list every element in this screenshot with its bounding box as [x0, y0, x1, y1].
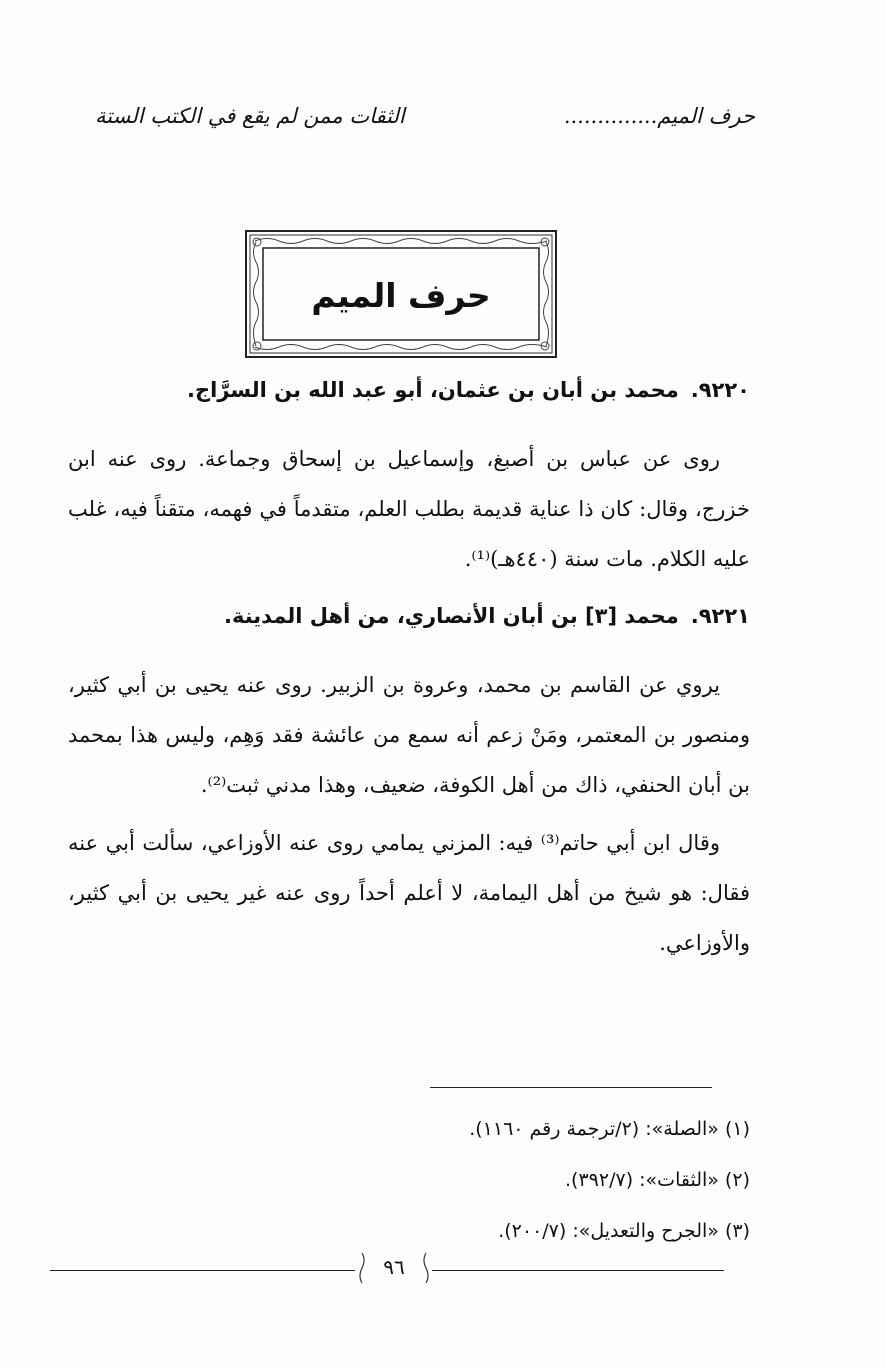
entry-title: محمد [٣] بن أبان الأنصاري، من أهل المدينة. — [224, 604, 679, 628]
footer-rule — [50, 1270, 355, 1271]
entry-heading — [187, 378, 750, 402]
chapter-title: حرف الميم — [311, 276, 491, 315]
footnotes — [469, 1104, 750, 1257]
footnote: (١) «الصلة»: (٢/ترجمة رقم ١١٦٠). — [469, 1118, 750, 1140]
running-header-book: الثقات ممن لم يقع في الكتب الستة — [95, 104, 405, 128]
page-number-ornament-icon — [422, 1252, 430, 1284]
footnote: (٢) «الثقات»: (٣٩٢/٧). — [565, 1169, 750, 1191]
entry-number: ٩٢٢١. — [690, 604, 750, 628]
footer-rule — [432, 1270, 724, 1271]
page-number: ٩٦ — [358, 1252, 430, 1286]
entry-heading — [224, 604, 750, 628]
footnote-separator — [430, 1087, 712, 1088]
running-header — [95, 98, 755, 138]
entry-title: محمد بن أبان بن عثمان، أبو عبد الله بن السرَّاج. — [187, 378, 679, 402]
running-header-dots: .............. — [563, 104, 658, 128]
footnote: (٣) «الجرح والتعديل»: (٢٠٠/٧). — [498, 1220, 750, 1242]
entry-paragraph: وقال ابن أبي حاتم⁽³⁾ فيه: المزني يمامي روى عنه الأوزاعي، سألت أبي عنه فقال: هو شيخ من أهل اليمامة، لا أعلم أحداً روى عنه غير يحيى بن أبي كثير، والأوزاعي. — [68, 831, 750, 955]
page-number-ornament-icon — [358, 1252, 366, 1284]
entry-number: ٩٢٢٠. — [690, 378, 750, 402]
running-header-chapter: حرف الميم.............. — [563, 104, 755, 128]
chapter-frame — [245, 230, 557, 358]
entry-paragraph: يروي عن القاسم بن محمد، وعروة بن الزبير. روى عنه يحيى بن أبي كثير، ومنصور بن المعتمر، ومَنْ زعم أنه سمع من عائشة فقد وَهِم، وليس هذا بمحمد بن أبان الحنفي، ذاك من أهل الكوفة، ضعيف، وهذا مدني ثبت⁽²⁾. — [68, 673, 750, 797]
entry-paragraph: روى عن عباس بن أصبغ، وإسماعيل بن إسحاق وجماعة. روى عنه ابن خزرج، وقال: كان ذا عناية قديمة بطلب العلم، متقدماً في فهمه، متقناً فيه، غلب عليه الكلام. مات سنة (٤٤٠هـ)⁽¹⁾. — [68, 447, 750, 571]
